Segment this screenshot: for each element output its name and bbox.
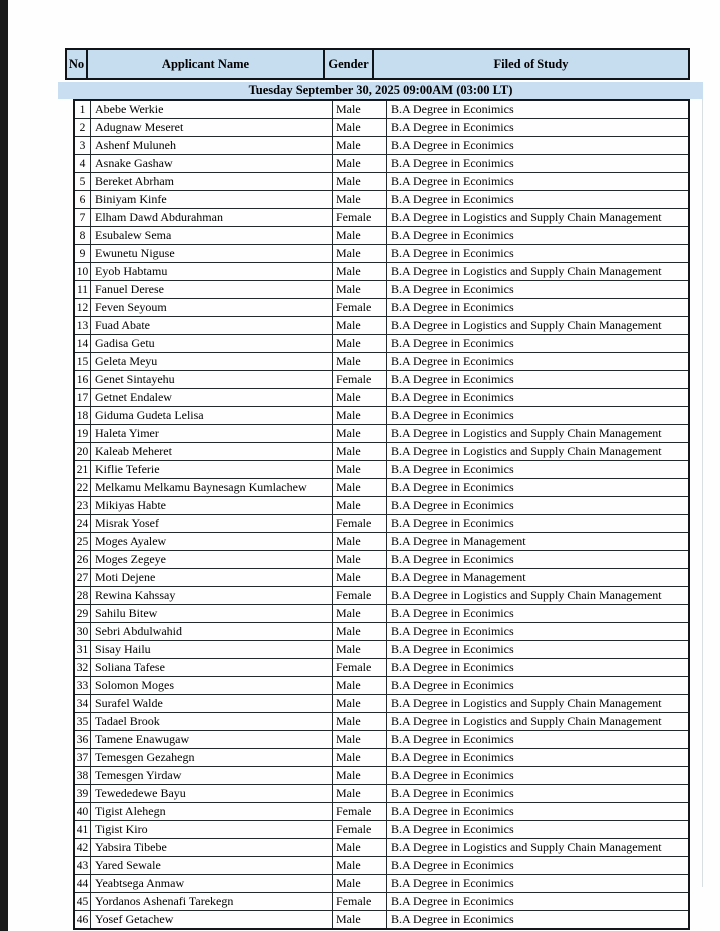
cell-name: Giduma Gudeta Lelisa: [91, 407, 333, 425]
cell-no: 32: [74, 659, 91, 677]
cell-gender: Male: [333, 173, 387, 191]
table-row: [74, 641, 689, 659]
table-row: [74, 857, 689, 875]
cell-field: B.A Degree in Econimics: [387, 767, 690, 785]
cell-name: Rewina Kahssay: [91, 587, 333, 605]
cell-no: 38: [74, 767, 91, 785]
cell-no: 10: [74, 263, 91, 281]
table-row: [74, 785, 689, 803]
cell-field: B.A Degree in Econimics: [387, 155, 690, 173]
table-row: [74, 461, 689, 479]
cell-gender: Male: [333, 407, 387, 425]
cell-name: Fuad Abate: [91, 317, 333, 335]
cell-name: Moti Dejene: [91, 569, 333, 587]
table-row: [74, 497, 689, 515]
cell-no: 11: [74, 281, 91, 299]
cell-no: 46: [74, 911, 91, 930]
cell-no: 33: [74, 677, 91, 695]
cell-field: B.A Degree in Econimics: [387, 227, 690, 245]
table-row: [74, 821, 689, 839]
table-row: [74, 515, 689, 533]
cell-name: Tewededewe Bayu: [91, 785, 333, 803]
cell-gender: Female: [333, 587, 387, 605]
cell-name: Haleta Yimer: [91, 425, 333, 443]
cell-name: Ashenf Muluneh: [91, 137, 333, 155]
cell-no: 44: [74, 875, 91, 893]
cell-no: 3: [74, 137, 91, 155]
cell-gender: Male: [333, 749, 387, 767]
cell-gender: Male: [333, 695, 387, 713]
table-row: [74, 209, 689, 227]
cell-no: 16: [74, 371, 91, 389]
cell-field: B.A Degree in Logistics and Supply Chain Management: [387, 317, 690, 335]
table-row: [74, 605, 689, 623]
cell-name: Kaleab Meheret: [91, 443, 333, 461]
cell-field: B.A Degree in Econimics: [387, 479, 690, 497]
cell-field: B.A Degree in Logistics and Supply Chain Management: [387, 695, 690, 713]
cell-no: 26: [74, 551, 91, 569]
cell-gender: Male: [333, 533, 387, 551]
cell-no: 7: [74, 209, 91, 227]
cell-name: Mikiyas Habte: [91, 497, 333, 515]
cell-field: B.A Degree in Econimics: [387, 389, 690, 407]
table-row: [74, 731, 689, 749]
cell-name: Biniyam Kinfe: [91, 191, 333, 209]
table-row: [74, 335, 689, 353]
cell-gender: Female: [333, 515, 387, 533]
cell-no: 5: [74, 173, 91, 191]
cell-name: Eyob Habtamu: [91, 263, 333, 281]
cell-gender: Male: [333, 551, 387, 569]
cell-field: B.A Degree in Econimics: [387, 893, 690, 911]
cell-name: Abebe Werkie: [91, 100, 333, 119]
cell-name: Elham Dawd Abdurahman: [91, 209, 333, 227]
cell-name: Yordanos Ashenafi Tarekegn: [91, 893, 333, 911]
cell-field: B.A Degree in Econimics: [387, 749, 690, 767]
table-row: [74, 100, 689, 119]
cell-name: Sisay Hailu: [91, 641, 333, 659]
cell-name: Temesgen Yirdaw: [91, 767, 333, 785]
cell-field: B.A Degree in Econimics: [387, 245, 690, 263]
table-row: [74, 317, 689, 335]
cell-name: Bereket Abrham: [91, 173, 333, 191]
cell-field: B.A Degree in Logistics and Supply Chain Management: [387, 587, 690, 605]
cell-gender: Male: [333, 839, 387, 857]
cell-no: 19: [74, 425, 91, 443]
cell-no: 4: [74, 155, 91, 173]
column-header-field: Filed of Study: [493, 56, 569, 71]
table-row: [74, 623, 689, 641]
cell-field: B.A Degree in Econimics: [387, 371, 690, 389]
cell-no: 13: [74, 317, 91, 335]
cell-name: Yared Sewale: [91, 857, 333, 875]
table-row: [74, 119, 689, 137]
cell-field: B.A Degree in Econimics: [387, 875, 690, 893]
cell-name: Esubalew Sema: [91, 227, 333, 245]
cell-gender: Male: [333, 767, 387, 785]
cell-gender: Male: [333, 569, 387, 587]
cell-no: 22: [74, 479, 91, 497]
cell-field: B.A Degree in Econimics: [387, 641, 690, 659]
cell-field: B.A Degree in Econimics: [387, 497, 690, 515]
cell-name: Melkamu Melkamu Baynesagn Kumlachew: [91, 479, 333, 497]
cell-gender: Male: [333, 911, 387, 930]
cell-gender: Male: [333, 191, 387, 209]
cell-field: B.A Degree in Econimics: [387, 911, 690, 930]
table-row: [74, 299, 689, 317]
cell-field: B.A Degree in Econimics: [387, 353, 690, 371]
table-row: [74, 425, 689, 443]
table-row: [74, 713, 689, 731]
cell-name: Tamene Enawugaw: [91, 731, 333, 749]
cell-field: B.A Degree in Econimics: [387, 173, 690, 191]
cell-field: B.A Degree in Econimics: [387, 659, 690, 677]
cell-name: Ewunetu Niguse: [91, 245, 333, 263]
cell-no: 30: [74, 623, 91, 641]
cell-field: B.A Degree in Management: [387, 533, 690, 551]
table-row: [74, 137, 689, 155]
cell-field: B.A Degree in Econimics: [387, 623, 690, 641]
cell-name: Misrak Yosef: [91, 515, 333, 533]
cell-no: 42: [74, 839, 91, 857]
cell-no: 12: [74, 299, 91, 317]
column-header-no: No: [67, 50, 88, 78]
table-row: [74, 695, 689, 713]
cell-gender: Male: [333, 713, 387, 731]
cell-gender: Male: [333, 227, 387, 245]
cell-gender: Male: [333, 425, 387, 443]
cell-no: 40: [74, 803, 91, 821]
cell-no: 39: [74, 785, 91, 803]
cell-name: Sebri Abdulwahid: [91, 623, 333, 641]
cell-field: B.A Degree in Econimics: [387, 677, 690, 695]
cell-no: 27: [74, 569, 91, 587]
cell-gender: Female: [333, 659, 387, 677]
table-row: [74, 371, 689, 389]
cell-gender: Male: [333, 461, 387, 479]
cell-no: 25: [74, 533, 91, 551]
cell-gender: Male: [333, 317, 387, 335]
table-row: [74, 803, 689, 821]
cell-gender: Male: [333, 155, 387, 173]
cell-no: 23: [74, 497, 91, 515]
cell-field: B.A Degree in Logistics and Supply Chain Management: [387, 263, 690, 281]
scan-artifact-line: [702, 99, 703, 887]
cell-no: 17: [74, 389, 91, 407]
table-row: [74, 389, 689, 407]
cell-field: B.A Degree in Econimics: [387, 299, 690, 317]
cell-gender: Female: [333, 893, 387, 911]
cell-no: 34: [74, 695, 91, 713]
cell-field: B.A Degree in Management: [387, 569, 690, 587]
session-date-banner: Tuesday September 30, 2025 09:00AM (03:00 LT): [58, 82, 703, 99]
cell-field: B.A Degree in Econimics: [387, 551, 690, 569]
table-row: [74, 479, 689, 497]
cell-gender: Male: [333, 605, 387, 623]
table-row: [74, 281, 689, 299]
cell-no: 43: [74, 857, 91, 875]
cell-no: 36: [74, 731, 91, 749]
cell-gender: Male: [333, 335, 387, 353]
cell-field: B.A Degree in Econimics: [387, 731, 690, 749]
cell-gender: Male: [333, 677, 387, 695]
cell-no: 28: [74, 587, 91, 605]
cell-gender: Male: [333, 641, 387, 659]
cell-gender: Male: [333, 443, 387, 461]
table-row: [74, 659, 689, 677]
cell-field: B.A Degree in Econimics: [387, 335, 690, 353]
cell-no: 31: [74, 641, 91, 659]
cell-field: B.A Degree in Econimics: [387, 100, 690, 119]
cell-gender: Male: [333, 623, 387, 641]
cell-no: 9: [74, 245, 91, 263]
cell-name: Surafel Walde: [91, 695, 333, 713]
cell-name: Geleta Meyu: [91, 353, 333, 371]
cell-field: B.A Degree in Econimics: [387, 119, 690, 137]
table-row: [74, 443, 689, 461]
table-row: [74, 407, 689, 425]
table-row: [74, 533, 689, 551]
table-row: [74, 677, 689, 695]
table-row: [74, 173, 689, 191]
table-row: [74, 893, 689, 911]
cell-field: B.A Degree in Econimics: [387, 137, 690, 155]
cell-name: Yeabtsega Anmaw: [91, 875, 333, 893]
cell-gender: Male: [333, 263, 387, 281]
table-row: [74, 353, 689, 371]
cell-no: 35: [74, 713, 91, 731]
cell-field: B.A Degree in Logistics and Supply Chain Management: [387, 713, 690, 731]
column-header-name: Applicant Name: [88, 50, 325, 78]
cell-no: 24: [74, 515, 91, 533]
cell-field: B.A Degree in Econimics: [387, 857, 690, 875]
cell-field: B.A Degree in Logistics and Supply Chain Management: [387, 443, 690, 461]
table-row: [74, 587, 689, 605]
cell-field: B.A Degree in Logistics and Supply Chain Management: [387, 209, 690, 227]
cell-gender: Male: [333, 857, 387, 875]
cell-no: 1: [74, 100, 91, 119]
cell-field: B.A Degree in Econimics: [387, 803, 690, 821]
column-header-gender: Gender: [325, 50, 374, 78]
cell-gender: Male: [333, 245, 387, 263]
cell-field: B.A Degree in Econimics: [387, 515, 690, 533]
cell-gender: Female: [333, 371, 387, 389]
cell-gender: Male: [333, 119, 387, 137]
cell-name: Genet Sintayehu: [91, 371, 333, 389]
cell-name: Temesgen Gezahegn: [91, 749, 333, 767]
table-row: [74, 749, 689, 767]
cell-field: B.A Degree in Econimics: [387, 191, 690, 209]
cell-gender: Male: [333, 100, 387, 119]
cell-field: B.A Degree in Econimics: [387, 605, 690, 623]
cell-name: Feven Seyoum: [91, 299, 333, 317]
cell-name: Adugnaw Meseret: [91, 119, 333, 137]
cell-name: Yosef Getachew: [91, 911, 333, 930]
cell-no: 21: [74, 461, 91, 479]
cell-no: 41: [74, 821, 91, 839]
cell-field: B.A Degree in Econimics: [387, 821, 690, 839]
cell-name: Tigist Kiro: [91, 821, 333, 839]
table-row: [74, 569, 689, 587]
table-row: [74, 911, 689, 930]
cell-gender: Male: [333, 281, 387, 299]
table-row: [74, 245, 689, 263]
cell-field: B.A Degree in Econimics: [387, 281, 690, 299]
scan-edge-strip: [0, 0, 8, 931]
cell-name: Asnake Gashaw: [91, 155, 333, 173]
cell-name: Yabsira Tibebe: [91, 839, 333, 857]
cell-name: Kiflie Teferie: [91, 461, 333, 479]
cell-name: Moges Ayalew: [91, 533, 333, 551]
cell-no: 8: [74, 227, 91, 245]
table-row: [74, 155, 689, 173]
cell-name: Fanuel Derese: [91, 281, 333, 299]
table-row: [74, 227, 689, 245]
cell-no: 18: [74, 407, 91, 425]
applicant-rows: [74, 100, 689, 929]
cell-gender: Male: [333, 137, 387, 155]
applicant-table: [73, 99, 690, 930]
cell-no: 15: [74, 353, 91, 371]
cell-field: B.A Degree in Logistics and Supply Chain Management: [387, 839, 690, 857]
cell-gender: Female: [333, 209, 387, 227]
cell-gender: Male: [333, 731, 387, 749]
cell-no: 29: [74, 605, 91, 623]
cell-no: 6: [74, 191, 91, 209]
cell-gender: Female: [333, 803, 387, 821]
table-row: [74, 263, 689, 281]
cell-name: Soliana Tafese: [91, 659, 333, 677]
cell-gender: Female: [333, 821, 387, 839]
cell-gender: Male: [333, 785, 387, 803]
table-row: [74, 767, 689, 785]
cell-gender: Male: [333, 875, 387, 893]
cell-name: Solomon Moges: [91, 677, 333, 695]
cell-gender: Male: [333, 389, 387, 407]
cell-name: Gadisa Getu: [91, 335, 333, 353]
cell-gender: Male: [333, 353, 387, 371]
cell-no: 2: [74, 119, 91, 137]
cell-field: B.A Degree in Econimics: [387, 407, 690, 425]
cell-name: Tigist Alehegn: [91, 803, 333, 821]
cell-no: 20: [74, 443, 91, 461]
cell-no: 45: [74, 893, 91, 911]
table-row: [74, 551, 689, 569]
cell-no: 37: [74, 749, 91, 767]
cell-name: Getnet Endalew: [91, 389, 333, 407]
cell-gender: Male: [333, 479, 387, 497]
table-row: [74, 839, 689, 857]
table-header-row: [65, 48, 690, 80]
cell-name: Sahilu Bitew: [91, 605, 333, 623]
cell-gender: Female: [333, 299, 387, 317]
cell-field: B.A Degree in Econimics: [387, 461, 690, 479]
cell-no: 14: [74, 335, 91, 353]
table-row: [74, 875, 689, 893]
cell-name: Tadael Brook: [91, 713, 333, 731]
cell-field: B.A Degree in Econimics: [387, 785, 690, 803]
table-row: [74, 191, 689, 209]
cell-field: B.A Degree in Logistics and Supply Chain Management: [387, 425, 690, 443]
cell-name: Moges Zegeye: [91, 551, 333, 569]
cell-gender: Male: [333, 497, 387, 515]
